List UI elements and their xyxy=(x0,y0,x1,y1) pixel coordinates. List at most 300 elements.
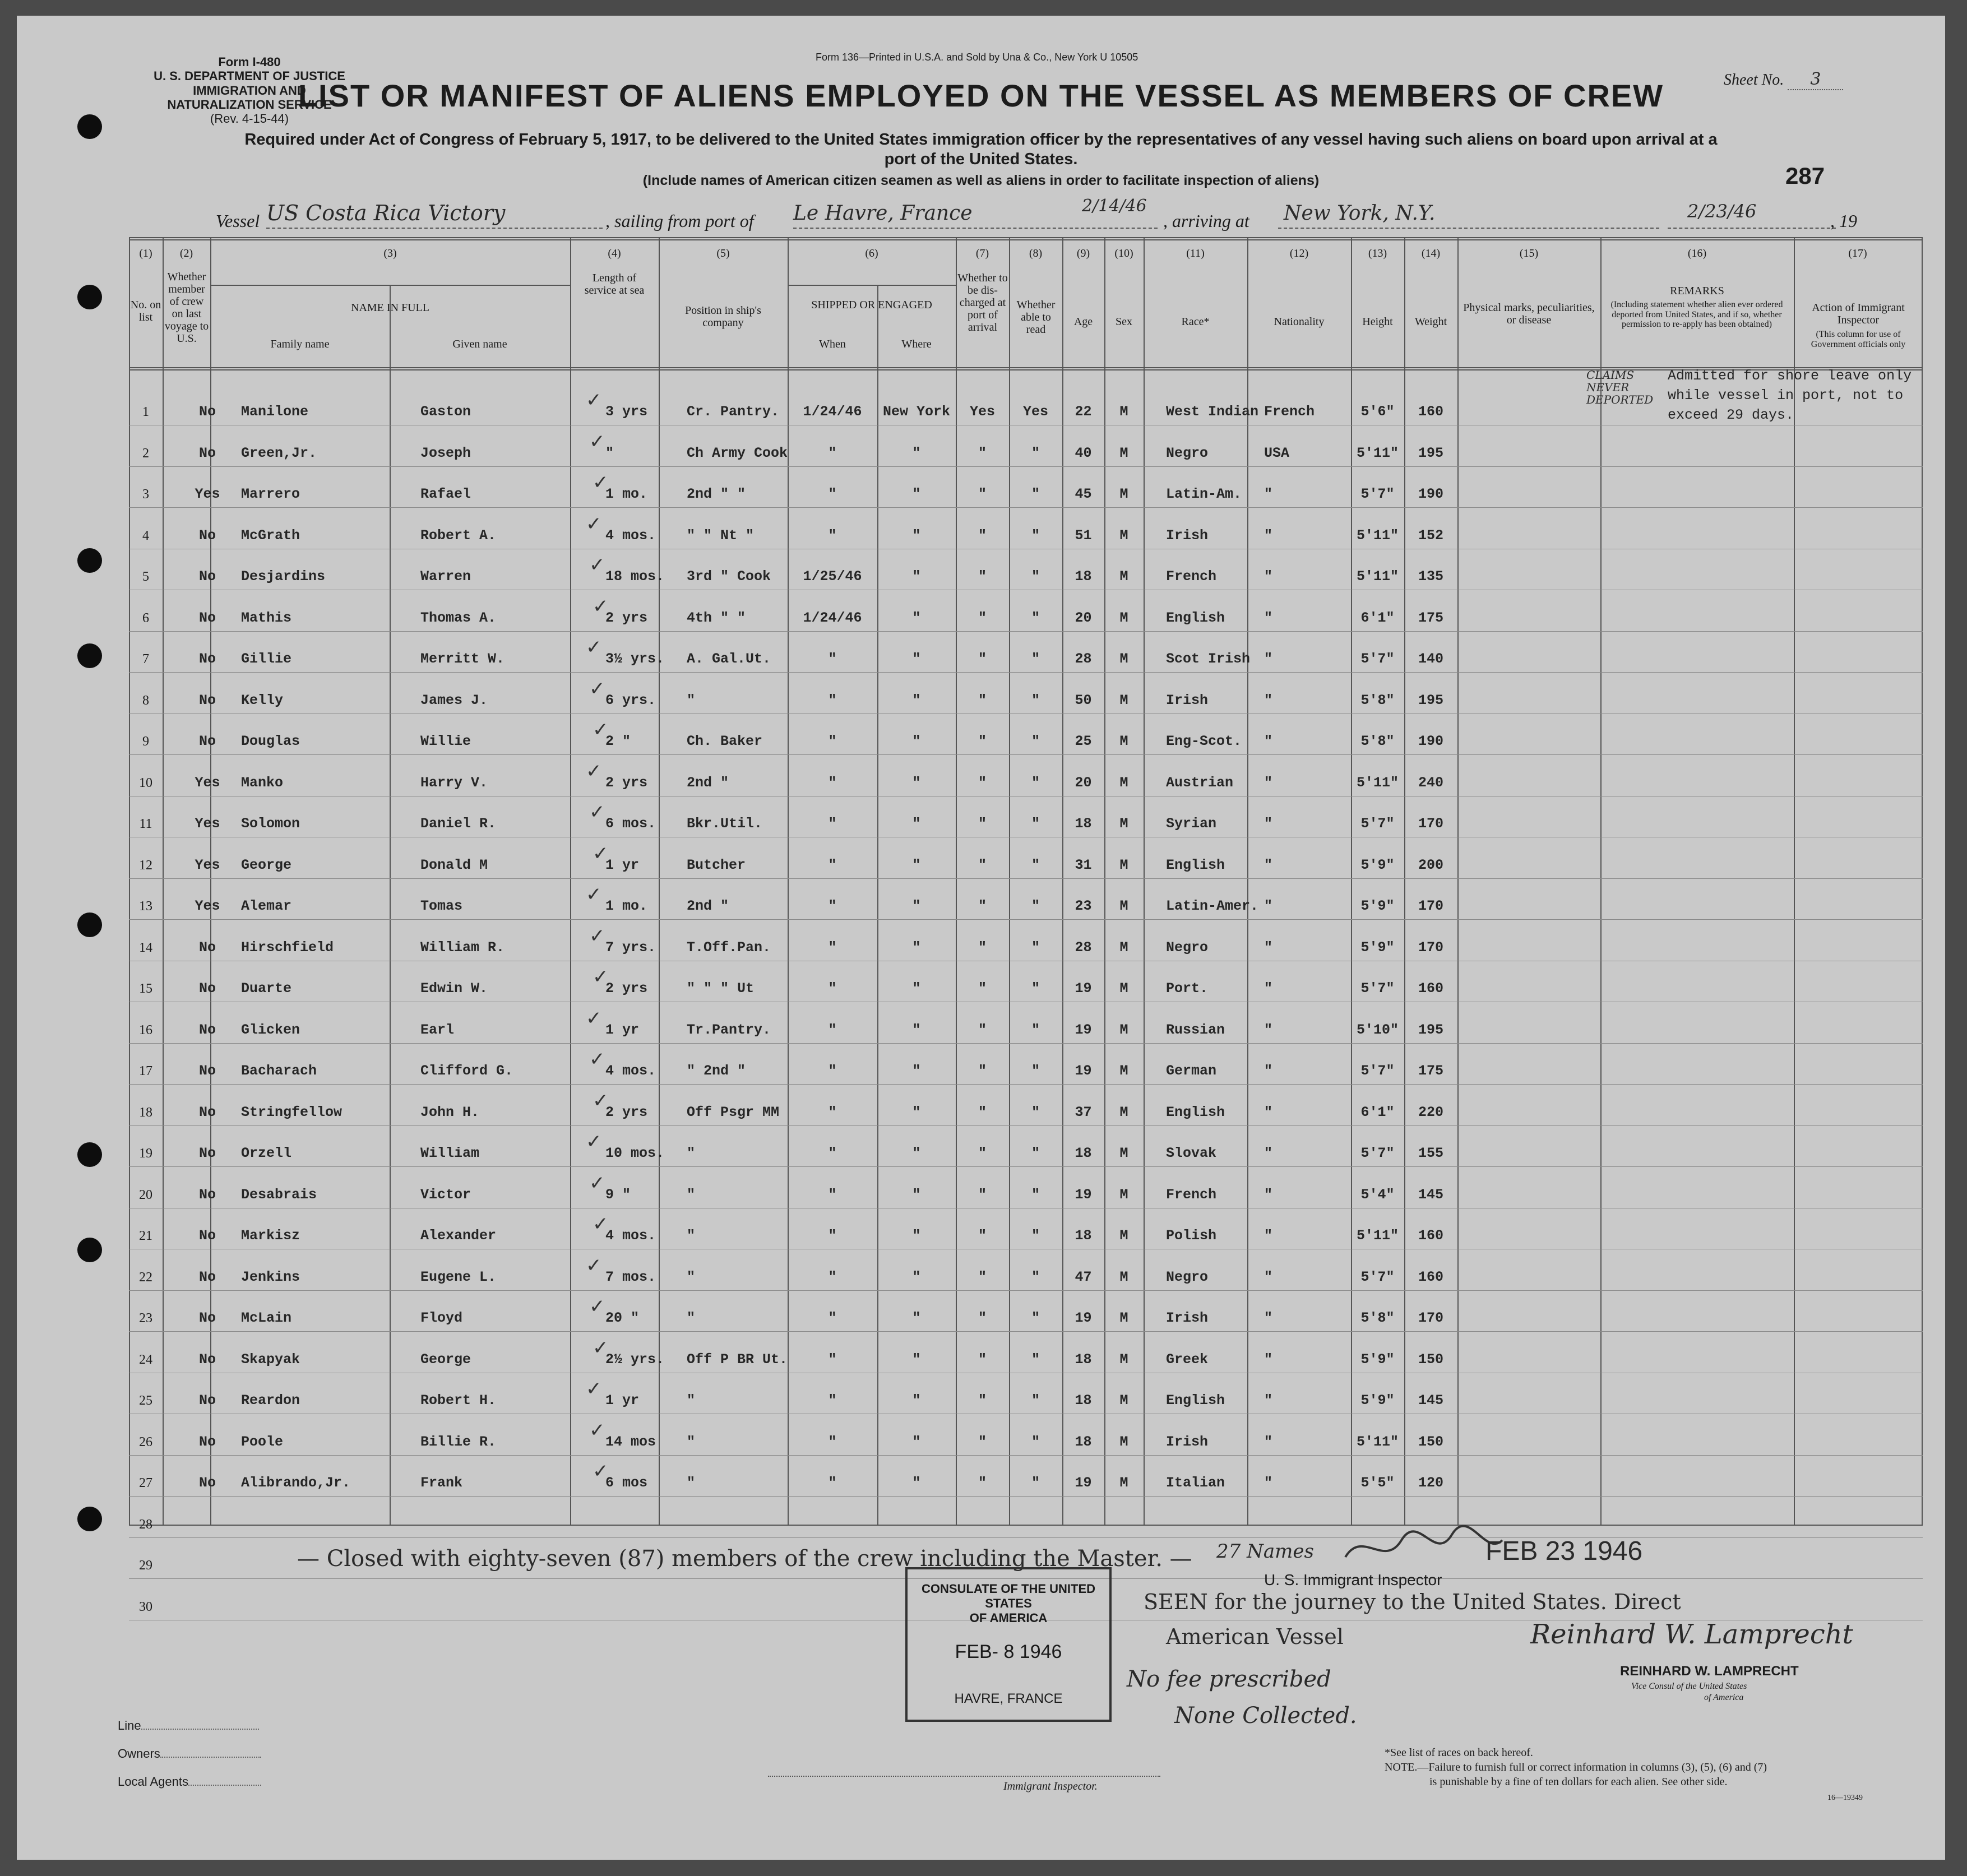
row-number: 29 xyxy=(139,1558,152,1573)
inspector-signature-line xyxy=(768,1776,1160,1777)
row-number: 8 xyxy=(142,693,149,708)
col10-number: (10) xyxy=(1114,247,1133,260)
cell-race: Polish xyxy=(1166,1227,1217,1244)
cell-race: Scot Irish xyxy=(1166,651,1251,667)
cell-weight: 160 xyxy=(1418,980,1443,997)
cell-able-to-read: " xyxy=(1031,939,1040,956)
cell-able-to-read: " xyxy=(1031,980,1040,997)
cell-race: Syrian xyxy=(1166,816,1217,832)
form-dept: U. S. DEPARTMENT OF JUSTICE xyxy=(154,69,345,84)
cell-sex: M xyxy=(1119,856,1128,873)
cell-last-voyage: No xyxy=(198,568,216,585)
cell-shipped-when: " xyxy=(828,1063,837,1079)
check-mark: ✓ xyxy=(586,636,602,659)
cell-position: Cr. Pantry. xyxy=(687,404,780,420)
cell-given-name: George xyxy=(420,1351,471,1368)
cell-height: 5'7" xyxy=(1360,1063,1395,1079)
cell-last-voyage: No xyxy=(198,692,216,708)
cell-discharged: " xyxy=(978,856,987,873)
cell-race: Port. xyxy=(1166,980,1209,997)
cell-family-name: Alibrando,Jr. xyxy=(241,1475,351,1491)
row-divider xyxy=(129,754,1923,755)
row-divider xyxy=(129,878,1923,879)
cell-height: 5'11" xyxy=(1356,1433,1399,1450)
row-number: 13 xyxy=(139,899,152,914)
cell-shipped-where: " xyxy=(912,1021,921,1038)
cell-weight: 120 xyxy=(1418,1475,1443,1491)
cell-family-name: Mathis xyxy=(241,609,292,626)
check-mark: ✓ xyxy=(586,1131,602,1153)
cell-given-name: John H. xyxy=(420,1104,480,1120)
cell-height: 5'4" xyxy=(1360,1186,1395,1203)
cell-family-name: Manko xyxy=(241,774,284,791)
cell-service-length: 10 mos. xyxy=(605,1145,665,1161)
cell-height: 5'9" xyxy=(1360,1392,1395,1409)
row-number: 14 xyxy=(139,940,152,955)
row-number: 23 xyxy=(139,1311,152,1326)
cell-able-to-read: " xyxy=(1031,527,1040,544)
row-number: 20 xyxy=(139,1187,152,1202)
cell-discharged: " xyxy=(978,568,987,585)
cell-age: 18 xyxy=(1075,1392,1092,1409)
cell-shipped-where: " xyxy=(912,856,921,873)
remarks-admitted: Admitted for shore leave only while vessel in port, not to exceed 29 days. xyxy=(1668,368,1912,423)
cell-able-to-read: " xyxy=(1031,1392,1040,1409)
cell-sex: M xyxy=(1119,1227,1128,1244)
footer-agents xyxy=(118,1775,261,1789)
cell-discharged: " xyxy=(978,733,987,749)
row-number: 11 xyxy=(139,817,152,831)
check-mark: ✓ xyxy=(593,595,609,618)
cell-family-name: Orzell xyxy=(241,1145,292,1161)
cell-discharged: " xyxy=(978,1433,987,1450)
cell-service-length: 18 mos. xyxy=(605,568,665,585)
cell-given-name: Willie xyxy=(420,733,471,749)
cell-able-to-read: " xyxy=(1031,816,1040,832)
check-mark: ✓ xyxy=(589,924,605,947)
cell-position: 2nd " xyxy=(687,774,729,791)
cell-sex: M xyxy=(1119,568,1128,585)
cell-height: 5'5" xyxy=(1360,1475,1395,1491)
cell-weight: 150 xyxy=(1418,1351,1443,1368)
stamp-line2: OF AMERICA xyxy=(969,1611,1048,1625)
cell-shipped-where: " xyxy=(912,816,921,832)
closing-statement: — Closed with eighty-seven (87) members of the crew including the Master. — xyxy=(297,1546,1192,1572)
col16-subheader: (Including statement whether alien ever ordered deported from United States, and if so, whether permission to re-apply has been obtained) xyxy=(1610,300,1783,330)
cell-nationality: " xyxy=(1264,1392,1273,1409)
cell-last-voyage: Yes xyxy=(195,486,220,502)
cell-sex: M xyxy=(1119,1392,1128,1409)
cell-position: " 2nd " xyxy=(687,1063,746,1079)
cell-last-voyage: No xyxy=(198,939,216,956)
check-mark: ✓ xyxy=(593,1089,609,1112)
cell-family-name: Reardon xyxy=(241,1392,300,1409)
cell-shipped-where: " xyxy=(912,733,921,749)
cell-service-length: 1 yr xyxy=(605,856,640,873)
cell-able-to-read: " xyxy=(1031,1433,1040,1450)
cell-able-to-read: " xyxy=(1031,1227,1040,1244)
cell-given-name: Floyd xyxy=(420,1310,463,1326)
cell-age: 19 xyxy=(1075,1186,1092,1203)
footer-see-races: *See list of races on back hereof. xyxy=(1385,1747,1533,1759)
cell-given-name: Daniel R. xyxy=(420,816,497,832)
cell-weight: 160 xyxy=(1418,1227,1443,1244)
cell-family-name: Desjardins xyxy=(241,568,326,585)
vessel-label: Vessel xyxy=(216,211,260,231)
cell-race: English xyxy=(1166,1392,1225,1409)
fee-line1: No fee prescribed xyxy=(1127,1666,1331,1692)
cell-shipped-where: " xyxy=(912,774,921,791)
cell-family-name: Glicken xyxy=(241,1021,300,1038)
cell-shipped-when: " xyxy=(828,939,837,956)
cell-position: " xyxy=(687,1310,696,1326)
cell-age: 25 xyxy=(1075,733,1092,749)
cell-service-length: 1 yr xyxy=(605,1392,640,1409)
cell-able-to-read: " xyxy=(1031,774,1040,791)
cell-last-voyage: No xyxy=(198,1310,216,1326)
cell-last-voyage: No xyxy=(198,404,216,420)
check-mark: ✓ xyxy=(586,512,602,535)
cell-weight: 155 xyxy=(1418,1145,1443,1161)
cell-given-name: Billie R. xyxy=(420,1433,497,1450)
printer-line: Form 136—Printed in U.S.A. and Sold by Una & Co., New York U 10505 xyxy=(816,52,1138,63)
sheet-label: Sheet No. xyxy=(1724,71,1784,89)
cell-shipped-where: " xyxy=(912,527,921,544)
cell-service-length: 9 " xyxy=(605,1186,631,1203)
cell-position: T.Off.Pan. xyxy=(687,939,771,956)
col2-number: (2) xyxy=(179,247,193,260)
col6b-header: Where xyxy=(901,338,932,350)
cell-height: 5'7" xyxy=(1360,816,1395,832)
cell-nationality: " xyxy=(1264,692,1273,708)
cell-position: Tr.Pantry. xyxy=(687,1021,771,1038)
row-number: 18 xyxy=(139,1105,152,1120)
form-number: Form I-480 xyxy=(218,55,281,69)
cell-last-voyage: Yes xyxy=(195,816,220,832)
row-number: 2 xyxy=(142,446,149,461)
manifest-sheet xyxy=(17,16,1945,1860)
cell-family-name: Gillie xyxy=(241,651,292,667)
cell-able-to-read: " xyxy=(1031,568,1040,585)
footer-immigrant-inspector: Immigrant Inspector. xyxy=(1003,1780,1098,1792)
cell-discharged: " xyxy=(978,486,987,502)
cell-weight: 145 xyxy=(1418,1392,1443,1409)
cell-weight: 220 xyxy=(1418,1104,1443,1120)
cell-service-length: 2 " xyxy=(605,733,631,749)
consul-signature: Reinhard W. Lamprecht xyxy=(1530,1619,1853,1650)
cell-able-to-read: " xyxy=(1031,1268,1040,1285)
footer-owners-label: Owners xyxy=(118,1747,160,1761)
col16-number: (16) xyxy=(1687,247,1707,260)
cell-discharged: " xyxy=(978,816,987,832)
col12-number: (12) xyxy=(1289,247,1309,260)
cell-nationality: " xyxy=(1264,939,1273,956)
cell-family-name: Jenkins xyxy=(241,1268,300,1285)
cell-shipped-where: " xyxy=(912,609,921,626)
cell-weight: 190 xyxy=(1418,486,1443,502)
cell-family-name: McLain xyxy=(241,1310,292,1326)
check-mark: ✓ xyxy=(589,677,605,700)
col10-header: Sex xyxy=(1116,316,1132,328)
cell-weight: 195 xyxy=(1418,444,1443,461)
cell-nationality: " xyxy=(1264,527,1273,544)
col15-header: Physical marks, peculiarities, or disease xyxy=(1463,302,1595,326)
col16-header: REMARKS xyxy=(1670,285,1724,297)
cell-last-voyage: No xyxy=(198,1227,216,1244)
row-divider xyxy=(129,507,1923,508)
cell-position: " xyxy=(687,692,696,708)
cell-last-voyage: No xyxy=(198,1145,216,1161)
cell-position: 3rd " Cook xyxy=(687,568,771,585)
cell-shipped-when: " xyxy=(828,856,837,873)
cell-service-length: 2 yrs xyxy=(605,774,648,791)
cell-race: French xyxy=(1166,568,1217,585)
cell-service-length: 6 mos. xyxy=(605,816,656,832)
cell-sex: M xyxy=(1119,1475,1128,1491)
cell-weight: 145 xyxy=(1418,1186,1443,1203)
cell-shipped-where: " xyxy=(912,898,921,914)
cell-service-length: 3½ yrs. xyxy=(605,651,665,667)
cell-able-to-read: " xyxy=(1031,1104,1040,1120)
cell-nationality: " xyxy=(1264,733,1273,749)
footer-note1: NOTE.—Failure to furnish full or correct information in columns (3), (5), (6) and (7) xyxy=(1385,1761,1767,1773)
cell-height: 5'7" xyxy=(1360,1268,1395,1285)
cell-family-name: Alemar xyxy=(241,898,292,914)
cell-shipped-where: " xyxy=(912,692,921,708)
cell-discharged: " xyxy=(978,1063,987,1079)
cell-given-name: Victor xyxy=(420,1186,471,1203)
cell-nationality: " xyxy=(1264,1433,1273,1450)
cell-shipped-when: " xyxy=(828,1186,837,1203)
check-mark: ✓ xyxy=(593,719,609,741)
cell-race: Russian xyxy=(1166,1021,1225,1038)
cell-weight: 135 xyxy=(1418,568,1443,585)
footer-note2: is punishable by a fine of ten dollars for each alien. See other side. xyxy=(1429,1776,1728,1788)
footer-line xyxy=(118,1718,263,1733)
cell-service-length: 3 yrs xyxy=(605,404,648,420)
check-mark: ✓ xyxy=(589,1295,605,1318)
cell-given-name: Rafael xyxy=(420,486,471,502)
stamp-line1: CONSULATE OF THE UNITED STATES xyxy=(921,1582,1096,1610)
cell-nationality: " xyxy=(1264,1021,1273,1038)
col3a-header: Family name xyxy=(270,338,330,350)
col2-header: Whether member of crew on last voyage to U.S. xyxy=(164,271,209,345)
cell-height: 5'11" xyxy=(1356,444,1399,461)
cell-shipped-where: " xyxy=(912,1433,921,1450)
cell-race: Negro xyxy=(1166,444,1209,461)
col1-number: (1) xyxy=(139,247,152,260)
check-mark: ✓ xyxy=(593,1213,609,1235)
cell-shipped-where: " xyxy=(912,1392,921,1409)
cell-last-voyage: No xyxy=(198,444,216,461)
row-number: 3 xyxy=(142,487,149,502)
row-divider xyxy=(129,1166,1923,1167)
cell-given-name: Alexander xyxy=(420,1227,497,1244)
row-number: 17 xyxy=(139,1064,152,1078)
cell-height: 5'9" xyxy=(1360,856,1395,873)
cell-last-voyage: No xyxy=(198,651,216,667)
cell-age: 18 xyxy=(1075,1145,1092,1161)
cell-last-voyage: No xyxy=(198,1392,216,1409)
cell-race: Latin-Am. xyxy=(1166,486,1242,502)
cell-able-to-read: " xyxy=(1031,1310,1040,1326)
row-divider xyxy=(129,631,1923,632)
cell-given-name: Joseph xyxy=(420,444,471,461)
cell-shipped-when: " xyxy=(828,527,837,544)
cell-service-length: 2 yrs xyxy=(605,980,648,997)
cell-position: Bkr.Util. xyxy=(687,816,763,832)
cell-age: 22 xyxy=(1075,404,1092,420)
cell-shipped-when: " xyxy=(828,651,837,667)
cell-sex: M xyxy=(1119,651,1128,667)
cell-family-name: Bacharach xyxy=(241,1063,317,1079)
check-mark: ✓ xyxy=(593,966,609,988)
cell-race: French xyxy=(1166,1186,1217,1203)
cell-shipped-where: " xyxy=(912,568,921,585)
inspector-signature xyxy=(1340,1523,1508,1574)
cell-discharged: " xyxy=(978,1351,987,1368)
cell-given-name: Warren xyxy=(420,568,471,585)
cell-able-to-read: " xyxy=(1031,444,1040,461)
row-divider xyxy=(129,1537,1923,1538)
check-mark: ✓ xyxy=(593,471,609,494)
check-mark: ✓ xyxy=(586,759,602,782)
col6-header: SHIPPED OR ENGAGED xyxy=(811,299,932,311)
cell-race: Italian xyxy=(1166,1475,1225,1491)
cell-family-name: Kelly xyxy=(241,692,284,708)
check-mark: ✓ xyxy=(593,842,609,865)
cell-race: Negro xyxy=(1166,1268,1209,1285)
cell-race: Greek xyxy=(1166,1351,1209,1368)
col7-number: (7) xyxy=(975,247,989,260)
cell-discharged: " xyxy=(978,774,987,791)
cell-discharged: " xyxy=(978,1021,987,1038)
footer-owners xyxy=(118,1747,261,1761)
cell-shipped-when: 1/24/46 xyxy=(803,609,862,626)
seen-line2: American Vessel xyxy=(1166,1624,1344,1649)
row-number: 25 xyxy=(139,1393,152,1408)
form-service: IMMIGRATION AND NATURALIZATION SERVICE xyxy=(167,83,332,112)
col13-header: Height xyxy=(1362,316,1393,328)
check-mark: ✓ xyxy=(586,883,602,906)
cell-position: Off P BR Ut. xyxy=(687,1351,788,1368)
cell-position: Ch. Baker xyxy=(687,733,763,749)
cell-shipped-when: " xyxy=(828,444,837,461)
cell-last-voyage: No xyxy=(198,1063,216,1079)
row-number: 9 xyxy=(142,734,149,749)
col14-header: Weight xyxy=(1414,316,1447,328)
col4-header: Length of service at sea xyxy=(584,272,645,297)
cell-given-name: James J. xyxy=(420,692,488,708)
cell-nationality: " xyxy=(1264,898,1273,914)
cell-last-voyage: Yes xyxy=(195,898,220,914)
cell-given-name: Gaston xyxy=(420,404,471,420)
cell-race: Irish xyxy=(1166,527,1209,544)
cell-shipped-where: " xyxy=(912,1063,921,1079)
remarks-claims: CLAIMS NEVER DEPORTED xyxy=(1586,368,1654,406)
cell-sex: M xyxy=(1119,980,1128,997)
cell-given-name: Donald M xyxy=(420,856,488,873)
cell-discharged: " xyxy=(978,1268,987,1285)
cell-last-voyage: No xyxy=(198,609,216,626)
cell-shipped-where: " xyxy=(912,651,921,667)
cell-shipped-when: " xyxy=(828,1351,837,1368)
cell-shipped-when: 1/25/46 xyxy=(803,568,862,585)
cell-race: Irish xyxy=(1166,692,1209,708)
cell-given-name: Robert A. xyxy=(420,527,497,544)
row-number: 27 xyxy=(139,1476,152,1490)
col9-number: (9) xyxy=(1076,247,1090,260)
footer-line-label: Line xyxy=(118,1718,141,1733)
cell-last-voyage: No xyxy=(198,1268,216,1285)
cell-able-to-read: " xyxy=(1031,898,1040,914)
cell-nationality: " xyxy=(1264,651,1273,667)
cell-nationality: " xyxy=(1264,1475,1273,1491)
cell-shipped-where: " xyxy=(912,1310,921,1326)
cell-age: 40 xyxy=(1075,444,1092,461)
cell-position: " xyxy=(687,1145,696,1161)
cell-last-voyage: No xyxy=(198,1104,216,1120)
row-divider xyxy=(129,1290,1923,1291)
row-divider xyxy=(129,1125,1923,1126)
cell-given-name: Robert H. xyxy=(420,1392,497,1409)
row-number: 22 xyxy=(139,1270,152,1285)
cell-given-name: Clifford G. xyxy=(420,1063,513,1079)
row-number: 5 xyxy=(142,569,149,584)
cell-position: " xyxy=(687,1475,696,1491)
sheet-number: 3 xyxy=(1788,70,1843,90)
cell-position: Ch Army Cook xyxy=(687,444,788,461)
cell-nationality: " xyxy=(1264,1063,1273,1079)
cell-shipped-when: " xyxy=(828,898,837,914)
cell-nationality: " xyxy=(1264,1186,1273,1203)
cell-family-name: Manilone xyxy=(241,404,309,420)
cell-shipped-when: 1/24/46 xyxy=(803,404,862,420)
col5-header: Position in ship's company xyxy=(685,304,761,329)
cell-able-to-read: " xyxy=(1031,1063,1040,1079)
row-divider xyxy=(129,1331,1923,1332)
cell-sex: M xyxy=(1119,939,1128,956)
cell-sex: M xyxy=(1119,1104,1128,1120)
cell-service-length: 1 yr xyxy=(605,1021,640,1038)
cell-family-name: Marrero xyxy=(241,486,300,502)
cell-sex: M xyxy=(1119,1021,1128,1038)
cell-able-to-read: " xyxy=(1031,651,1040,667)
cell-able-to-read: " xyxy=(1031,692,1040,708)
cell-position: " xyxy=(687,1268,696,1285)
cell-service-length: 2½ yrs. xyxy=(605,1351,665,1368)
cell-position: " " " Ut xyxy=(687,980,755,997)
cell-able-to-read: " xyxy=(1031,609,1040,626)
cell-shipped-when: " xyxy=(828,1227,837,1244)
row-number: 28 xyxy=(139,1517,152,1532)
cell-nationality: " xyxy=(1264,856,1273,873)
cell-discharged: " xyxy=(978,1145,987,1161)
cell-last-voyage: No xyxy=(198,1433,216,1450)
seen-line1: SEEN for the journey to the United States. Direct xyxy=(1144,1590,1681,1614)
cell-service-length: 1 mo. xyxy=(605,898,648,914)
cell-nationality: USA xyxy=(1264,444,1290,461)
cell-service-length: 7 mos. xyxy=(605,1268,656,1285)
cell-family-name: Hirschfield xyxy=(241,939,334,956)
check-mark: ✓ xyxy=(589,1419,605,1442)
cell-weight: 195 xyxy=(1418,1021,1443,1038)
cell-given-name: Earl xyxy=(420,1021,455,1038)
cell-sex: M xyxy=(1119,1063,1128,1079)
cell-race: Irish xyxy=(1166,1310,1209,1326)
cell-age: 20 xyxy=(1075,609,1092,626)
form-rev: (Rev. 4-15-44) xyxy=(210,112,289,126)
